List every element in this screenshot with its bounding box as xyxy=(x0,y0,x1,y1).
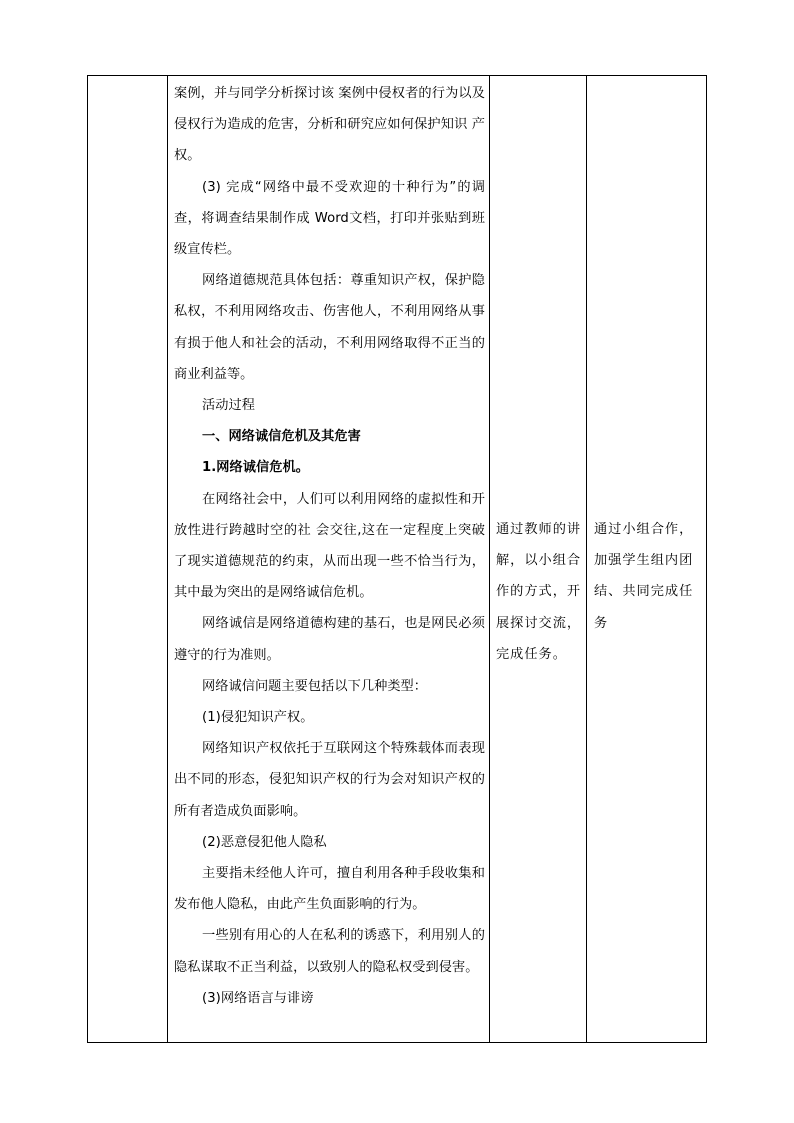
table-column-left xyxy=(88,76,168,1042)
section-heading: 一、网络诚信危机及其危害 xyxy=(202,429,361,445)
paragraph: 主要指未经他人许可，擅自利用各种手段收集和发布他人隐私，由此产生负面影响的行为。 xyxy=(174,866,485,913)
subsection-heading: 1.网络诚信危机。 xyxy=(202,460,309,476)
paragraph: (3) 完成“网络中最不受欢迎的十种行为”的调查，将调查结果制作成 Word文档，打印并张贴到班级宣传栏。 xyxy=(174,179,485,258)
paragraph: 案例，并与同学分析探讨该 案例中侵权者的行为以及侵权行为造成的危害，分析和研究应如何保护知识 产权。 xyxy=(174,86,485,164)
paragraph: 网络诚信是网络道德构建的基石，也是网民必须遵守的行为准则。 xyxy=(174,616,485,663)
paragraph: 一些别有用心的人在私利的诱惑下，利用别人的隐私谋取不正当利益，以致别人的隐私权受到侵害。 xyxy=(174,928,485,975)
table-column-activity xyxy=(168,76,490,1042)
design-intent xyxy=(594,514,702,639)
paragraph: 在网络社会中，人们可以利用网络的虚拟性和开放性进行跨越时空的社 会交往,这在一定程度上突破了现实道德规范的约束，从而出现一些不恰当行为，其中最为突出的是网络诚信危机。 xyxy=(174,491,485,601)
list-item: (3)网络语言与诽谤 xyxy=(202,990,314,1006)
table-column-teacher xyxy=(490,76,587,1042)
lesson-table xyxy=(87,75,707,1043)
design-intent-text: 通过小组合作，加强学生组内团结、共同完成任务 xyxy=(594,522,694,631)
section-label: 活动过程 xyxy=(202,398,255,414)
table-column-intent xyxy=(587,76,706,1042)
activity-content xyxy=(174,78,485,1014)
teacher-activity-text: 通过教师的讲解，以小组合作的方式，开展探讨交流，完成任务。 xyxy=(496,522,582,662)
paragraph: 网络诚信问题主要包括以下几种类型： xyxy=(202,678,428,694)
paragraph: 网络道德规范具体包括：尊重知识产权，保护隐私权，不利用网络攻击、伤害他人，不利用网络从事有损于他人和社会的活动，不利用网络取得不正当的商业利益等。 xyxy=(174,273,485,382)
paragraph: 网络知识产权依托于互联网这个特殊载体而表现出不同的形态，侵犯知识产权的行为会对知识产权的所有者造成负面影响。 xyxy=(174,741,485,819)
list-item: (2)恶意侵犯他人隐私 xyxy=(202,834,327,850)
teacher-activity xyxy=(496,514,583,670)
list-item: (1)侵犯知识产权。 xyxy=(202,710,314,726)
